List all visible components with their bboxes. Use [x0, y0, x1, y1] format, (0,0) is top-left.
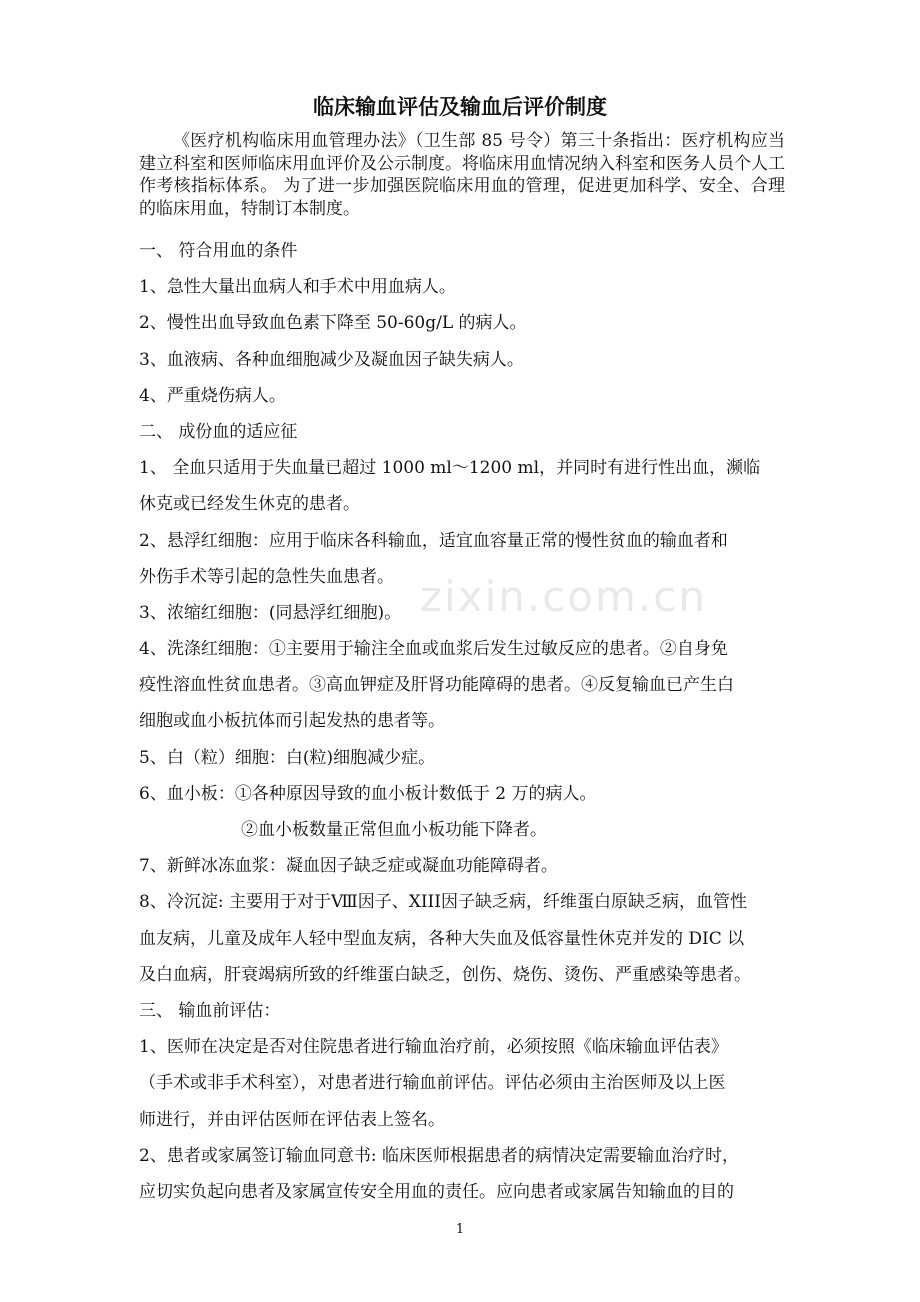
list-item-subpoint: ②血小板数量正常但血小板功能下降者。 [241, 820, 547, 840]
list-item: 4、严重烧伤病人。 [139, 385, 286, 406]
list-item: 5、白（粒）细胞：白(粒)细胞减少症。 [139, 747, 436, 768]
list-item: 3、浓缩红细胞：(同悬浮红细胞)。 [139, 602, 402, 623]
document-body [139, 233, 785, 1210]
intro-paragraph: 《医疗机构临床用血管理办法》（卫生部 85 号令）第三十条指出：医疗机构应当建立科室和医师临床用血评价及公示制度。将临床用血情况纳入科室和医务人员个人工作考核指标体系。 为了进一步加强医院临床用血的管理，促进更加科学、安全、合理的临床用血，特制订本制度。 [139, 131, 785, 219]
watermark: zixin.com.cn [420, 572, 707, 621]
section-heading-1: 一、 符合用血的条件 [139, 241, 298, 261]
list-item: 7、新鲜冰冻血浆：凝血因子缺乏症或凝血功能障碍者。 [139, 856, 558, 877]
list-item: 6、血小板：①各种原因导致的血小板计数低于 2 万的病人。 [139, 783, 597, 804]
list-item: 4、洗涤红细胞：①主要用于输注全血或血浆后发生过敏反应的患者。②自身免 [139, 639, 728, 660]
list-item-continuation: 师进行，并由评估医师在评估表上签名。 [139, 1109, 445, 1130]
list-item: 8、冷沉淀: 主要用于对于Ⅷ因子、XIII因子缺乏病，纤维蛋白原缺乏病，血管性 [139, 892, 747, 913]
list-item: 1、 全血只适用于失血量已超过 1000 ml～1200 ml，并同时有进行性出血，濒临 [139, 458, 761, 479]
document-title: 临床输血评估及输血后评价制度 [313, 95, 607, 119]
list-item-continuation: 疫性溶血性贫血患者。③高血钾症及肝肾功能障碍的患者。④反复输血已产生白 [139, 675, 734, 696]
section-heading-3: 三、 输血前评估： [139, 1000, 281, 1021]
list-item: 3、血液病、各种血细胞减少及凝血因子缺失病人。 [139, 349, 524, 370]
list-item: 2、患者或家属签订输血同意书: 临床医师根据患者的病情决定需要输血治疗时， [139, 1145, 739, 1166]
list-item-continuation: （手术或非手术科室），对患者进行输血前评估。评估必须由主治医师及以上医 [139, 1073, 726, 1094]
list-item-continuation: 应切实负起向患者及家属宣传安全用血的责任。应向患者或家属告知输血的目的 [139, 1181, 734, 1202]
list-item-continuation: 外伤手术等引起的急性失血患者。 [139, 566, 394, 587]
list-item: 2、悬浮红细胞：应用于临床各科输血，适宜血容量正常的慢性贫血的输血者和 [139, 530, 728, 551]
list-item-continuation: 休克或已经发生休克的患者。 [139, 494, 360, 515]
page-number: 1 [455, 1222, 465, 1237]
list-item: 1、急性大量出血病人和手术中用血病人。 [139, 277, 456, 298]
section-heading-2: 二、 成份血的适应征 [139, 421, 298, 442]
list-item-continuation: 血友病，儿童及成年人轻中型血友病，各种大失血及低容量性休克并发的 DIC 以 [139, 928, 745, 949]
list-item: 1、医师在决定是否对住院患者进行输血治疗前，必须按照《临床输血评估表》 [139, 1037, 728, 1058]
list-item-continuation: 及白血病，肝衰竭病所致的纤维蛋白缺乏，创伤、烧伤、烫伤、严重感染等患者。 [139, 964, 751, 985]
list-item-continuation: 细胞或血小板抗体而引起发热的患者等。 [139, 711, 445, 732]
list-item: 2、慢性出血导致血色素下降至 50-60g/L 的病人。 [139, 313, 527, 334]
